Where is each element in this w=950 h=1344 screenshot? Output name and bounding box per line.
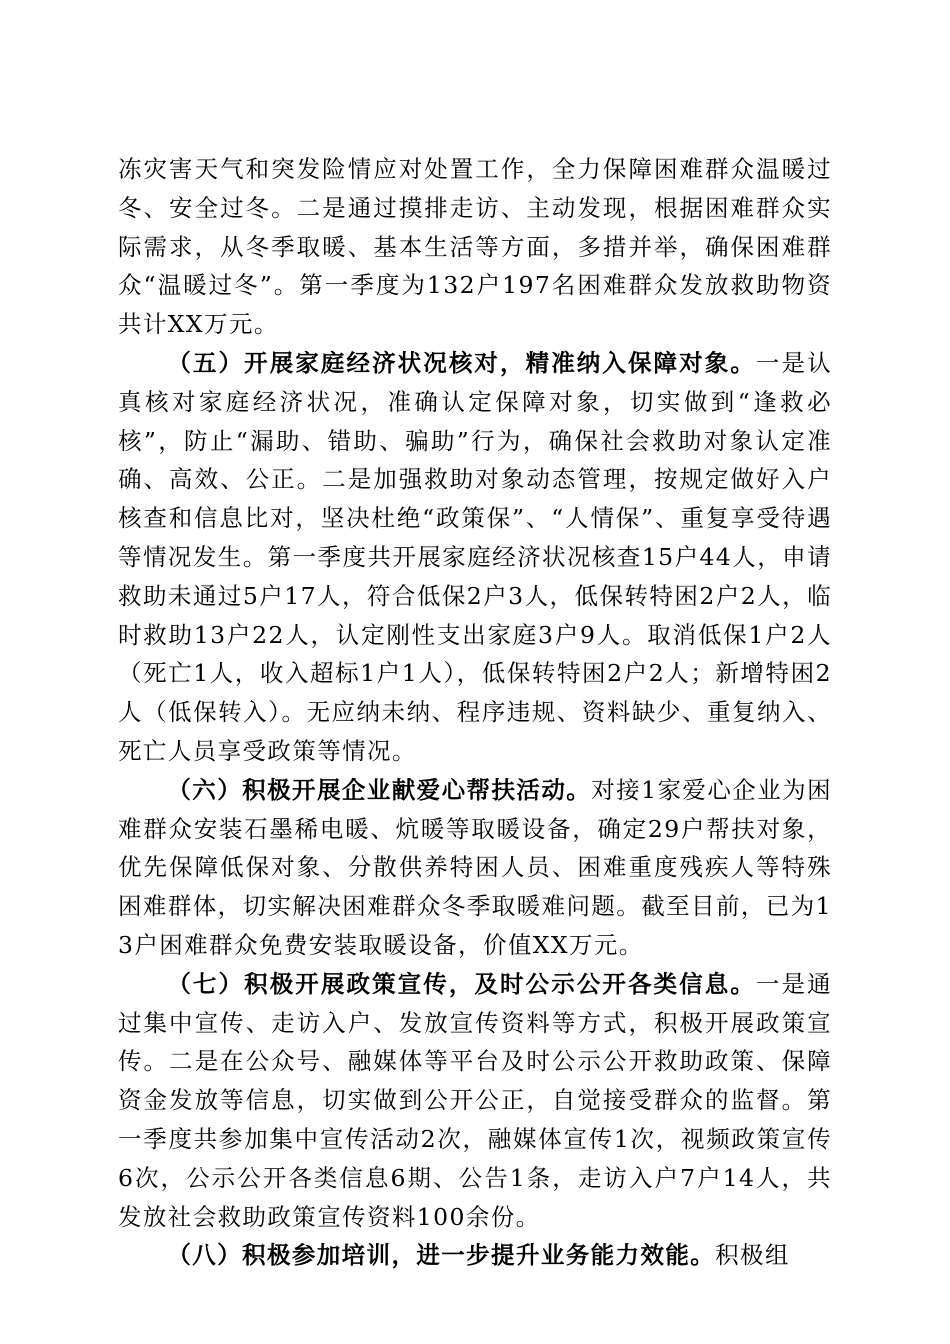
paragraph-section-7 [118, 965, 832, 1237]
paragraph-text: 对接1家爱心企业为困难群众安装石墨稀电暖、炕暖等取暖设备，确定29户帮扶对象，优先保障低保对象、分散供养特困人员、困难重度残疾人等特殊困难群体，切实解决困难群众冬季取暖难问题。截至目前，已为13户困难群众免费安装取暖设备，价值XX万元。 [118, 775, 832, 959]
section-heading: （六）积极开展企业献爱心帮扶活动。 [167, 775, 592, 804]
paragraph-text: 一是通过集中宣传、走访入户、发放宣传资料等方式，积极开展政策宣传。二是在公众号、融媒体等平台及时公示公开救助政策、保障资金发放等信息，切实做到公开公正，自觉接受群众的监督。第一季度共参加集中宣传活动2次，融媒体宣传1次，视频政策宣传6次，公示公开各类信息6期、公告1条，走访入户7户14人，共发放社会救助政策宣传资料100余份。 [118, 969, 833, 1231]
paragraph-text: 一是认真核对家庭经济状况，准确认定保障对象，切实做到“逢救必核”，防止“漏助、错助、骗助”行为，确保社会救助对象认定准确、高效、公正。二是加强救助对象动态管理，按规定做好入户核查和信息比对，坚决杜绝“政策保”、“人情保”、重复享受待遇等情况发生。第一季度共开展家庭经济状况核查15户44人，申请救助未通过5户17人，符合低保2户3人，低保转特困2户2人，临时救助13户22人，认定刚性支出家庭3户9人。取消低保1户2人（死亡1人，收入超标1户1人），低保转特困2户2人；新增特困2人（低保转入）。无应纳未纳、程序违规、资料缺少、重复纳入、死亡人员享受政策等情况。 [118, 348, 833, 765]
paragraph-section-6 [118, 771, 832, 965]
paragraph-text: 积极组 [715, 1241, 790, 1270]
paragraph-continued [118, 150, 832, 344]
section-heading: （五）开展家庭经济状况核对，精准纳入保障对象。 [167, 348, 756, 377]
document-body [118, 150, 832, 1275]
paragraph-text: 冻灾害天气和突发险情应对处置工作，全力保障困难群众温暖过冬、安全过冬。二是通过摸排走访、主动发现，根据困难群众实际需求，从冬季取暖、基本生活等方面，多措并举，确保困难群众“温暖过冬”。第一季度为132户197名困难群众发放救助物资共计XX万元。 [118, 155, 832, 339]
paragraph-section-5 [118, 344, 832, 771]
section-heading: （八）积极参加培训，进一步提升业务能力效能。 [167, 1241, 716, 1270]
section-heading: （七）积极开展政策宣传，及时公示公开各类信息。 [167, 969, 756, 998]
paragraph-section-8 [118, 1236, 832, 1275]
